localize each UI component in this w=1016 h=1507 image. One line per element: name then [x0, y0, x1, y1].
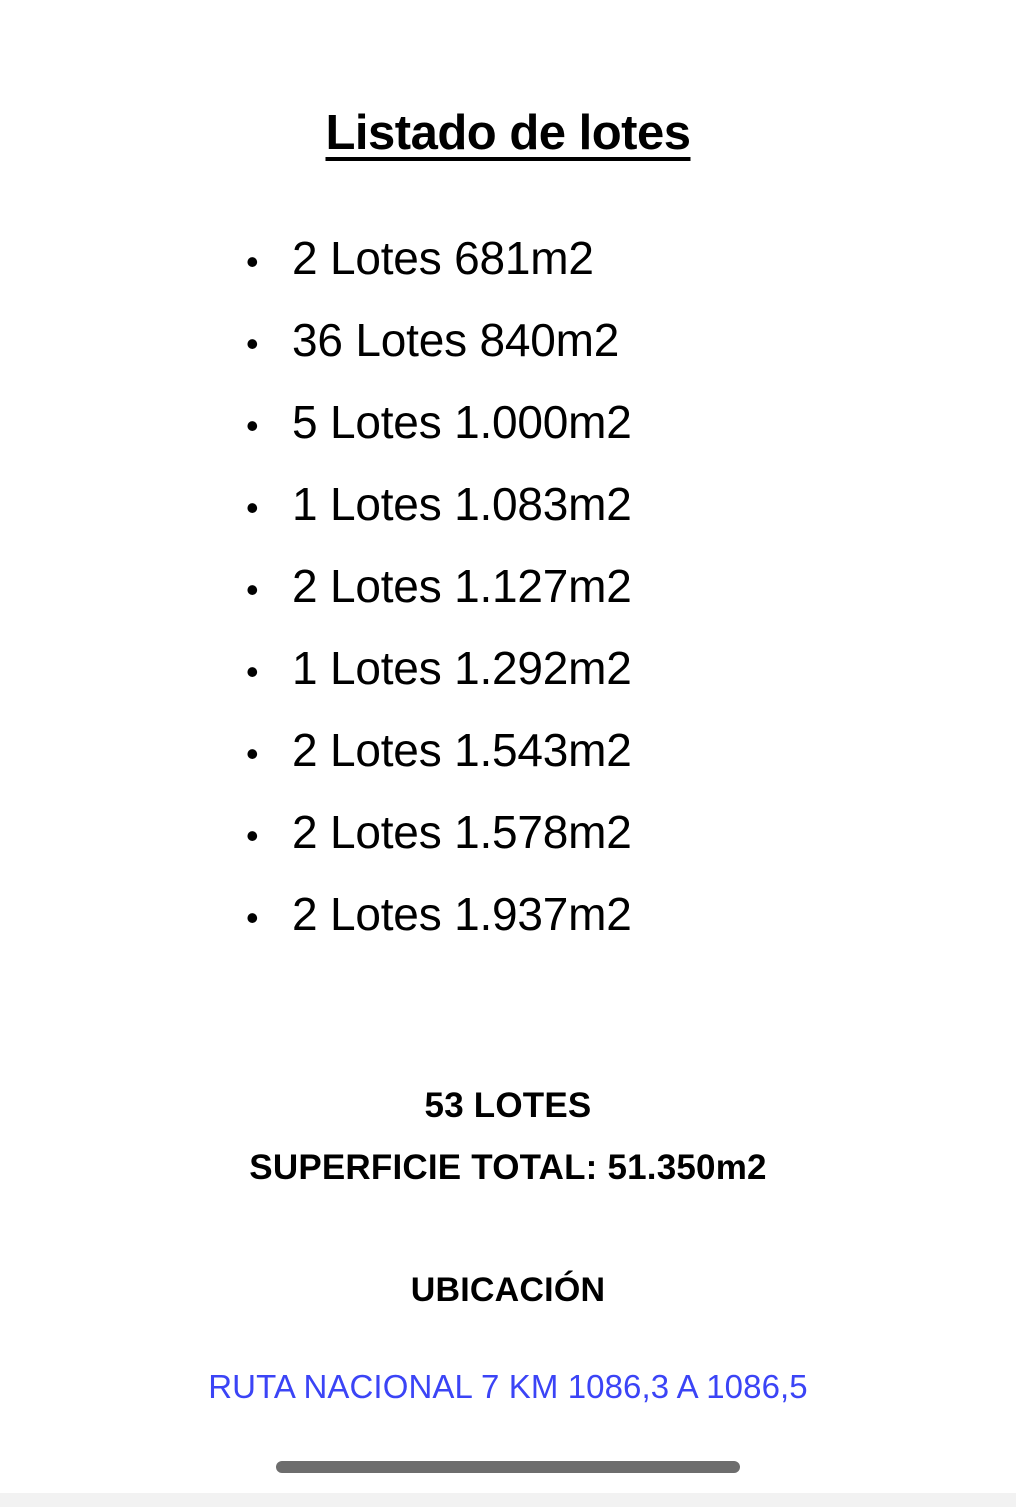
bullet-icon: • [246, 815, 259, 856]
page-title: Listado de lotes [325, 106, 691, 160]
list-item-label: 2 Lotes 681m2 [292, 232, 594, 284]
list-item [0, 301, 1016, 383]
list-item [0, 465, 1016, 547]
location-heading: UBICACIÓN [410, 1271, 606, 1309]
bullet-icon: • [246, 651, 259, 692]
home-indicator[interactable] [276, 1461, 740, 1473]
list-item-label: 5 Lotes 1.000m2 [292, 396, 632, 448]
bullet-icon: • [246, 569, 259, 610]
list-item-label: 1 Lotes 1.292m2 [292, 642, 632, 694]
list-item-label: 2 Lotes 1.543m2 [292, 724, 632, 776]
list-item [0, 219, 1016, 301]
list-item [0, 711, 1016, 793]
list-item [0, 793, 1016, 875]
home-indicator-area [0, 1461, 1016, 1473]
list-item-label: 2 Lotes 1.127m2 [292, 560, 632, 612]
list-item-label: 2 Lotes 1.937m2 [292, 888, 632, 940]
list-item-label: 36 Lotes 840m2 [292, 314, 620, 366]
bullet-icon: • [246, 733, 259, 774]
bullet-icon: • [246, 487, 259, 528]
bottom-strip [0, 1493, 1016, 1507]
list-item [0, 875, 1016, 957]
list-item-label: 1 Lotes 1.083m2 [292, 478, 632, 530]
bullet-icon: • [246, 241, 259, 282]
total-lots: 53 LOTES [424, 1086, 592, 1125]
list-item [0, 629, 1016, 711]
list-item [0, 547, 1016, 629]
bullet-icon: • [246, 405, 259, 446]
location-address-link[interactable]: RUTA NACIONAL 7 KM 1086,3 A 1086,5 [208, 1368, 808, 1405]
total-surface: SUPERFICIE TOTAL: 51.350m2 [249, 1148, 767, 1187]
list-item-label: 2 Lotes 1.578m2 [292, 806, 632, 858]
totals-block [0, 1075, 1016, 1199]
bullet-icon: • [246, 323, 259, 364]
bullet-icon: • [246, 897, 259, 938]
list-item [0, 383, 1016, 465]
lot-list [0, 219, 1016, 957]
